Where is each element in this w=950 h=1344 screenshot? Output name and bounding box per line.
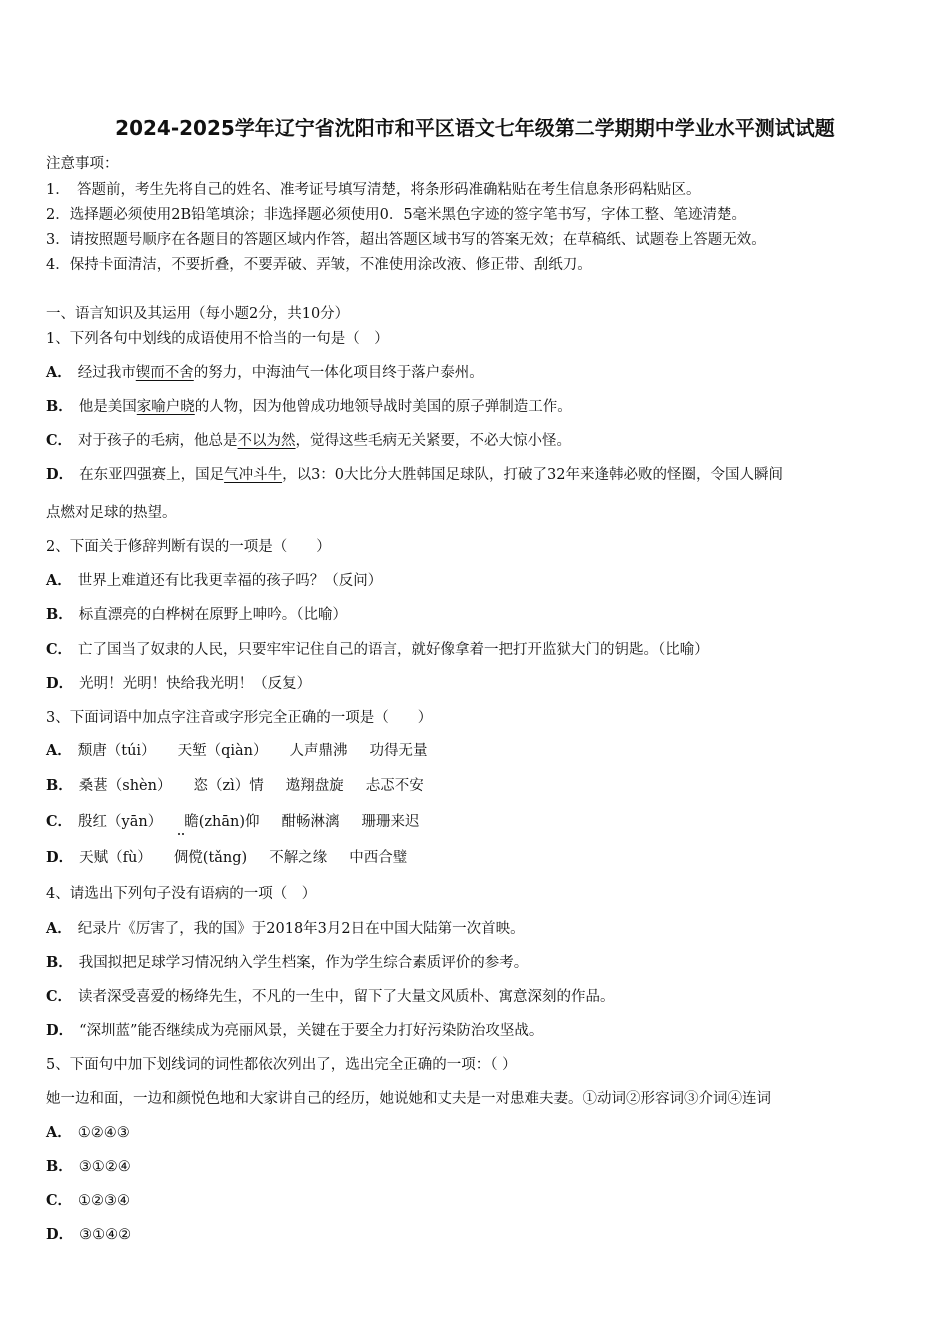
underlined-idiom: 气冲斗牛 <box>224 467 283 483</box>
option-text: 读者深受喜爱的杨绛先生，不凡的一生中，留下了大量文风质朴、寓意深刻的作品。 <box>78 989 615 1005</box>
q1-option-b <box>46 395 572 416</box>
option-label: A． <box>46 572 72 589</box>
word: 殷红（yān） <box>78 814 163 830</box>
option-label: D． <box>46 466 74 483</box>
option-text: ③①④② <box>79 1227 132 1243</box>
note-item: 3．请按照题号顺序在各题目的答题区域内作答，超出答题区域书写的答案无效；在草稿纸、试题卷上答题无效。 <box>46 232 766 248</box>
word: 颓唐（túi） <box>77 743 156 759</box>
option-text: 纪录片《厉害了，我的国》于2018年3月2日在中国大陆第一次首映。 <box>77 921 525 937</box>
option-text: 亡了国当了奴隶的人民，只要牢牢记住自己的语言，就好像拿着一把打开监狱大门的钥匙。（比喻） <box>78 642 709 658</box>
word: 中西合璧 <box>349 850 408 866</box>
question-5-stem: 5、下面句中加下划线词的词性都依次列出了，选出完全正确的一项：（ ） <box>46 1057 517 1073</box>
option-text: ①②③④ <box>78 1193 131 1209</box>
q5-option-d <box>46 1223 131 1244</box>
word: 天赋（fù） <box>79 850 152 866</box>
option-label: D． <box>46 849 74 866</box>
notes-heading: 注意事项： <box>46 156 119 172</box>
q2-option-b <box>46 603 347 624</box>
note-item: 2．选择题必须使用2B铅笔填涂；非选择题必须使用0．5毫米黑色字迹的签字笔书写，字体工整、笔迹清楚。 <box>46 207 747 223</box>
word: 桑葚（shèn） <box>78 778 172 794</box>
option-text: 他是美国 <box>78 399 137 415</box>
word: 恣（zì）情 <box>193 778 264 794</box>
q4-option-c <box>46 985 615 1006</box>
option-label: B． <box>46 1158 73 1175</box>
word: 功得无量 <box>369 743 428 759</box>
option-label: A． <box>46 364 72 381</box>
word: 倜傥(tǎng) <box>173 850 248 866</box>
option-label: D． <box>46 675 74 692</box>
option-text: 的人物，因为他曾成功地领导战时美国的原子弹制造工作。 <box>194 399 572 415</box>
option-label: A． <box>46 1124 72 1141</box>
q2-option-c <box>46 638 709 659</box>
word: 不解之缘 <box>269 850 328 866</box>
option-label: B． <box>46 398 73 415</box>
option-text: 经过我市 <box>77 365 136 381</box>
option-text: 世界上难道还有比我更幸福的孩子吗？（反问） <box>77 573 383 589</box>
q5-option-a <box>46 1121 130 1142</box>
word: 酣畅淋漓 <box>281 814 340 830</box>
word: 瞻(zhān)仰 <box>184 814 260 830</box>
q4-option-a <box>46 917 525 938</box>
option-text: 在东亚四强赛上，国足 <box>79 467 225 483</box>
option-text: ①②④③ <box>77 1125 130 1141</box>
option-label: C． <box>46 1192 73 1209</box>
option-label: B． <box>46 777 73 794</box>
option-text: “深圳蓝”能否继续成为亮丽风景，关键在于要全力打好污染防治攻坚战。 <box>79 1023 544 1039</box>
option-label: B． <box>46 954 73 971</box>
q1-option-a <box>46 361 484 382</box>
option-label: C． <box>46 432 73 449</box>
option-label: A． <box>46 742 72 759</box>
q2-option-a <box>46 569 382 590</box>
word: 遨翔盘旋 <box>285 778 344 794</box>
option-label: B． <box>46 606 73 623</box>
underlined-idiom: 不以为然 <box>237 433 296 449</box>
q1-option-d <box>46 463 783 484</box>
option-label: A． <box>46 920 72 937</box>
option-text: ，觉得这些毛病无关紧要，不必大惊小怪。 <box>295 433 572 449</box>
option-text: 光明！光明！快给我光明！（反复） <box>79 676 312 692</box>
q1-option-d-continued: 点燃对足球的热望。 <box>46 505 177 521</box>
note-item: 4．保持卡面清洁，不要折叠，不要弄破、弄皱，不准使用涂改液、修正带、刮纸刀。 <box>46 257 592 273</box>
option-text: ③①②④ <box>78 1159 131 1175</box>
q3-option-d <box>46 846 407 867</box>
question-2-stem: 2、下面关于修辞判断有误的一项是（ ） <box>46 539 331 555</box>
question-4-stem: 4、请选出下列句子没有语病的一项（ ） <box>46 886 317 902</box>
page-title: 2024-2025学年辽宁省沈阳市和平区语文七年级第二学期期中学业水平测试试题 <box>115 116 835 140</box>
q4-option-d <box>46 1019 543 1040</box>
q2-option-d <box>46 672 311 693</box>
option-text: 的努力，中海油气一体化项目终于落户泰州。 <box>193 365 484 381</box>
option-label: D． <box>46 1226 74 1243</box>
option-label: D． <box>46 1022 74 1039</box>
option-text: 对于孩子的毛病，他总是 <box>78 433 238 449</box>
q1-option-c <box>46 429 571 450</box>
option-label: C． <box>46 813 73 830</box>
option-label: C． <box>46 641 73 658</box>
option-label: C． <box>46 988 73 1005</box>
q3-option-c <box>46 810 420 831</box>
option-text: 标直漂亮的白桦树在原野上呻吟。（比喻） <box>78 607 348 623</box>
q5-sentence: 她一边和面，一边和颜悦色地和大家讲自己的经历，她说她和丈夫是一对患难夫妻。①动词②形容词③介词④连词 <box>46 1091 771 1107</box>
option-text: ，以3：0大比分大胜韩国足球队，打破了32年来逢韩必败的怪圈，令国人瞬间 <box>282 467 783 483</box>
word: 珊珊来迟 <box>361 814 420 830</box>
q3-option-a <box>46 739 427 760</box>
word: 人声鼎沸 <box>289 743 348 759</box>
q5-option-c <box>46 1189 130 1210</box>
underlined-idiom: 家喻户晓 <box>136 399 195 415</box>
option-text: 我国拟把足球学习情况纳入学生档案，作为学生综合素质评价的参考。 <box>78 955 529 971</box>
q5-option-b <box>46 1155 131 1176</box>
section-heading: 一、语言知识及其运用（每小题2分，共10分） <box>46 306 350 322</box>
question-1-stem: 1、下列各句中划线的成语使用不恰当的一句是（ ） <box>46 331 389 347</box>
word: 忐忑不安 <box>365 778 424 794</box>
question-3-stem: 3、下面词语中加点字注音或字形完全正确的一项是（ ） <box>46 710 433 726</box>
q3-option-b <box>46 774 424 795</box>
word: 天堑（qiàn） <box>177 743 268 759</box>
q4-option-b <box>46 951 528 972</box>
underlined-idiom: 锲而不舍 <box>135 365 194 381</box>
note-item: 1． 答题前，考生先将自己的姓名、准考证号填写清楚，将条形码准确粘贴在考生信息条形码粘贴区。 <box>46 182 701 198</box>
